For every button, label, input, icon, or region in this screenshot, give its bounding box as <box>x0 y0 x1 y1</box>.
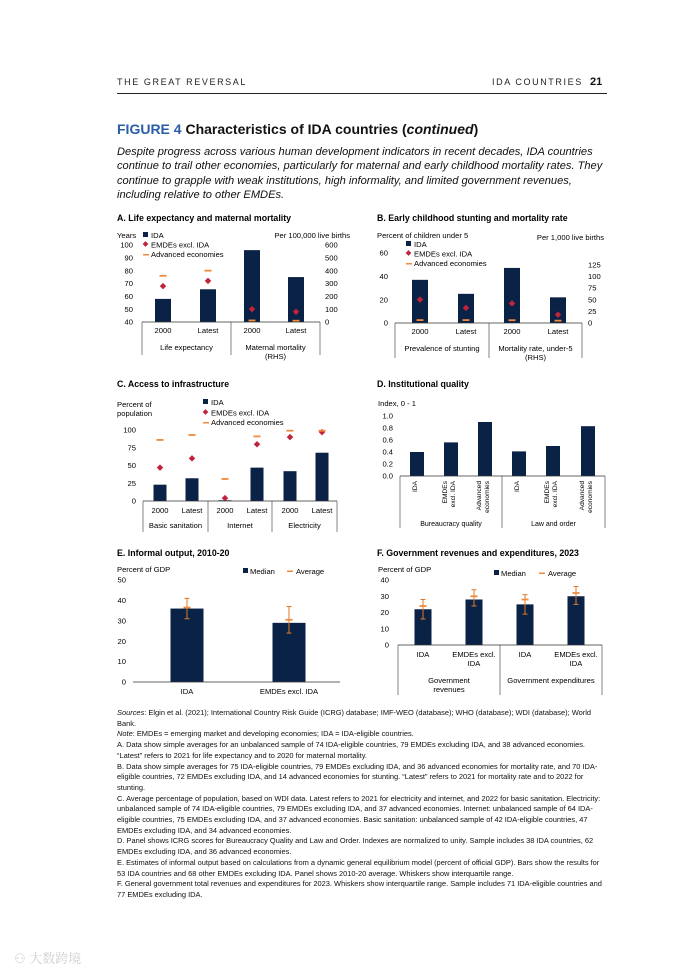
legend-average-marker <box>287 571 293 573</box>
panel-c-marks <box>154 429 329 502</box>
legend-advanced-marker <box>203 422 209 424</box>
ida-bar <box>478 422 492 476</box>
x-tick-label: EMDEs excl. IDA <box>259 687 319 696</box>
panel-f-legend <box>494 569 576 578</box>
y-tick-label: 0.8 <box>382 423 393 433</box>
panel-a-left-unit: Years <box>117 231 137 240</box>
running-header-section: IDA COUNTRIES <box>492 77 583 87</box>
y-tick-label: 400 <box>325 266 338 276</box>
figure-label: FIGURE 4 <box>117 121 182 137</box>
panel-b-right-ticks <box>588 260 601 327</box>
x-tick-label: excl. IDA <box>552 481 559 508</box>
legend-advanced: Advanced economies <box>414 259 487 268</box>
y-tick-label: 40 <box>379 271 388 281</box>
average-marker <box>471 595 478 597</box>
panel-e-ticks <box>118 576 126 687</box>
y-tick-label: 200 <box>325 291 338 301</box>
emdes-marker <box>205 278 212 285</box>
emdes-marker <box>189 455 196 462</box>
advanced-marker <box>249 320 256 322</box>
panel-f-group1-line2: revenues <box>433 685 465 694</box>
ida-bar <box>504 268 520 323</box>
legend-advanced: Advanced economies <box>151 250 224 259</box>
figure-subtitle: Despite progress across various human development indicators in recent decades, IDA countries continue to trail other economies, particularly for maternal and early childhood mortality rates. They continue to grapple with weak institutions, high informality, and limited government revenues, including relative to other EMDEs. <box>117 146 603 202</box>
legend-emdes-marker <box>406 250 412 256</box>
panel-b-left-unit: Percent of children under 5 <box>377 231 469 240</box>
y-tick-label: 0 <box>325 317 330 327</box>
legend-ida-swatch <box>406 241 411 246</box>
advanced-marker <box>222 478 229 480</box>
x-tick-label: Latest <box>285 326 307 335</box>
average-marker <box>573 592 580 594</box>
ida-bar <box>444 442 458 476</box>
notes-c: C. Average percentage of population, based on WDI data. Latest refers to 2021 for electricity and internet, and 2022 for basic sanitation. Electricity: unbalanced sample of 74 IDA-eligible countries, 79 EMDEs excluding IDA, and 37 advanced economies. Internet: unbalanced sample of 64 IDA-eligible countries, 75 EMDEs excluding IDA, and 37 advanced economies. Basic sanitation: unbalanced sample of 42 IDA-eligible countries, 47 EMDEs excluding IDA, and 34 advanced economies. <box>117 793 601 835</box>
x-tick-label: Advanced <box>579 481 586 511</box>
panel-a-group2-line2: (RHS) <box>264 352 287 361</box>
y-tick-label: 0.4 <box>382 447 393 457</box>
x-tick-label: 2000 <box>216 506 234 515</box>
ida-bar <box>316 453 329 501</box>
panel-b-right-unit: Per 1,000 live births <box>536 233 604 242</box>
emdes-marker <box>254 441 261 448</box>
x-tick-label: 2000 <box>154 326 172 335</box>
emdes-marker <box>287 434 294 441</box>
panel-c-title: C. Access to infrastructure <box>117 379 230 389</box>
ida-bar <box>550 297 566 323</box>
panel-a-marks <box>155 250 304 322</box>
y-tick-label: 75 <box>127 443 136 453</box>
advanced-marker <box>463 319 470 321</box>
panel-a-right-ticks <box>325 241 338 327</box>
legend-median: Median <box>250 567 275 576</box>
average-marker <box>522 599 529 601</box>
x-tick-label: 2000 <box>411 327 429 336</box>
x-tick-label: IDA <box>412 481 419 492</box>
advanced-marker <box>157 439 164 441</box>
y-tick-label: 30 <box>117 616 126 626</box>
ida-bar <box>155 299 171 322</box>
average-marker <box>420 605 427 607</box>
panel-d <box>377 379 605 528</box>
emdes-marker <box>157 464 164 471</box>
advanced-marker <box>189 434 196 436</box>
y-tick-label: 60 <box>379 248 388 258</box>
panel-b-legend <box>406 240 487 268</box>
y-tick-label: 10 <box>380 624 389 634</box>
y-tick-label: 40 <box>117 596 126 605</box>
ida-bar <box>186 478 199 501</box>
y-tick-label: 0 <box>121 677 126 687</box>
advanced-marker <box>287 430 294 432</box>
panel-f-ticks <box>381 576 389 650</box>
panel-c-group3: Electricity <box>288 521 321 530</box>
y-tick-label: 30 <box>380 591 389 601</box>
notes-sources-text: : Elgin et al. (2021); International Country Risk Guide (ICRG) database; IMF-WEO (database); WHO (database); WDI (database); World Bank. <box>117 708 591 728</box>
y-tick-label: 100 <box>120 240 133 250</box>
notes-a: A. Data show simple averages for an unbalanced sample of 74 IDA-eligible countries, 79 EMDEs excluding IDA, and 38 advanced economies. “Latest” refers to 2021 for life expectancy and to 2020 for maternal mortality. <box>117 740 585 760</box>
panel-d-marks <box>410 422 595 476</box>
notes-b: B. Data show simple averages for 75 IDA-eligible countries, 79 EMDEs excluding IDA, and 36 advanced economies for mortality rate, and 70 IDA-eligible countries, 72 EMDEs excluding IDA, and 14 advanced economies for stunting. “Latest” refers to 2021 for mortality rate and to 2022 for stunting. <box>117 761 598 792</box>
panel-c-categories <box>152 506 334 515</box>
page-number: 21 <box>590 76 603 88</box>
x-tick-label: 2000 <box>151 506 169 515</box>
advanced-marker <box>555 320 562 322</box>
panel-d-title: D. Institutional quality <box>377 379 469 389</box>
x-tick-label: IDA <box>416 650 430 659</box>
y-tick-label: 100 <box>325 304 338 314</box>
y-tick-label: 125 <box>588 260 601 270</box>
legend-ida-swatch <box>203 399 208 404</box>
legend-ida: IDA <box>414 240 427 249</box>
legend-median-swatch <box>243 568 248 573</box>
panel-c-group1: Basic sanitation <box>148 521 203 530</box>
x-tick-label: economies <box>587 481 594 513</box>
y-tick-label: 0 <box>588 318 593 328</box>
legend-ida-swatch <box>143 232 148 237</box>
panel-d-group1: Bureaucracy quality <box>420 521 482 528</box>
ida-bar <box>288 277 304 322</box>
x-tick-label: IDA <box>518 650 532 659</box>
y-tick-label: 0 <box>131 496 136 506</box>
figure-title-text: Characteristics of IDA countries ( <box>181 121 407 137</box>
y-tick-label: 0 <box>383 318 388 328</box>
ida-bar <box>154 485 167 501</box>
y-tick-label: 0 <box>384 640 389 650</box>
watermark: ⚇ 大数跨境 <box>14 951 82 966</box>
legend-advanced-marker <box>406 263 412 265</box>
notes-sources-label: Sources <box>117 708 145 717</box>
watermark-text: 大数跨境 <box>29 951 82 966</box>
advanced-marker <box>205 270 212 272</box>
legend-emdes-marker <box>143 241 149 247</box>
y-tick-label: 75 <box>588 283 597 293</box>
legend-advanced-marker <box>143 254 149 256</box>
x-tick-label: 2000 <box>503 327 521 336</box>
notes-note-text: : EMDEs = emerging market and developing economies; IDA = IDA-eligible countries. <box>132 729 414 739</box>
ida-bar <box>410 452 424 476</box>
legend-emdes: EMDEs excl. IDA <box>414 249 473 259</box>
panel-b <box>377 213 604 362</box>
y-tick-label: 25 <box>127 478 136 488</box>
y-tick-label: 0.0 <box>382 471 393 481</box>
panel-d-ticks <box>382 412 393 481</box>
y-tick-label: 40 <box>380 575 389 585</box>
advanced-marker <box>417 319 424 321</box>
y-tick-label: 70 <box>124 279 133 289</box>
panel-e-marks <box>171 598 306 682</box>
panel-a-group2-line1: Maternal mortality <box>245 343 306 352</box>
figure-title-end: ) <box>473 121 479 137</box>
panel-e-title: E. Informal output, 2010-20 <box>117 548 230 558</box>
panel-a-left-ticks <box>120 241 133 327</box>
y-tick-label: 100 <box>123 425 136 435</box>
panel-f-categories <box>417 650 598 668</box>
panel-b-categories <box>412 327 570 336</box>
figure-title-italic: continued <box>406 121 474 137</box>
notes-note-label: Note <box>117 729 133 739</box>
panel-a-group1: Life expectancy <box>160 343 213 352</box>
legend-median: Median <box>501 569 526 578</box>
ida-bar <box>546 446 560 476</box>
y-tick-label: 25 <box>588 306 597 316</box>
panel-c-unit-line1: Percent of <box>117 400 152 409</box>
y-tick-label: 20 <box>379 295 388 305</box>
panel-c <box>117 379 337 532</box>
y-tick-label: 80 <box>124 266 133 276</box>
legend-ida: IDA <box>211 398 224 407</box>
x-tick-label: EMDEs <box>442 481 449 504</box>
y-tick-label: 10 <box>117 657 126 667</box>
notes-e: E. Estimates of informal output based on calculations from a dynamic general equilibrium model (percent of official GDP). Bars show the results for 53 IDA countries and 68 other EMDEs excluding IDA. Panel shows 2010-20 average. Whiskers show interquartile range. <box>117 857 600 878</box>
ida-bar <box>512 451 526 476</box>
panel-c-legend <box>203 398 284 427</box>
panel-e-legend <box>243 567 324 576</box>
panel-b-group2-line2: (RHS) <box>524 353 547 362</box>
panel-b-group1: Prevalence of stunting <box>404 344 480 353</box>
y-tick-label: 100 <box>588 271 601 281</box>
median-bar <box>171 609 204 682</box>
panel-c-group2: Internet <box>227 521 253 530</box>
panel-f <box>377 548 602 695</box>
panel-d-unit: Index, 0 - 1 <box>378 399 416 408</box>
legend-average: Average <box>548 569 577 578</box>
legend-emdes: EMDEs excl. IDA <box>151 240 210 250</box>
notes-f: F. General government total revenues and expenditures for 2023. Whiskers show interquartile range. Sample includes 71 IDA-eligible countries and 77 EMDEs excluding IDA. <box>117 879 602 899</box>
panel-c-ticks <box>123 426 136 506</box>
advanced-marker <box>254 435 261 437</box>
advanced-marker <box>293 320 300 322</box>
legend-median-swatch <box>494 570 499 575</box>
y-tick-label: 0.2 <box>382 459 393 469</box>
panel-a-title: A. Life expectancy and maternal mortality <box>117 213 292 223</box>
x-tick-label: Latest <box>181 506 203 515</box>
advanced-marker <box>509 319 516 321</box>
y-tick-label: 20 <box>380 608 389 618</box>
x-tick-label: Latest <box>311 506 333 515</box>
legend-ida: IDA <box>151 231 164 240</box>
panel-b-marks <box>412 268 566 323</box>
figure-notes <box>117 708 609 901</box>
notes-sources <box>117 708 609 729</box>
advanced-marker <box>319 430 326 432</box>
legend-average-marker <box>539 573 545 575</box>
y-tick-label: 600 <box>325 240 338 250</box>
legend-advanced: Advanced economies <box>211 418 284 427</box>
emdes-marker <box>160 283 167 290</box>
panel-a-legend <box>143 231 224 259</box>
panel-b-left-ticks <box>380 249 388 328</box>
panel-e-categories <box>181 687 319 696</box>
x-tick-label: economies <box>484 481 491 513</box>
x-tick-label: IDA <box>569 659 583 668</box>
panel-f-group1-line1: Government <box>428 676 470 685</box>
x-tick-label: excl. IDA <box>450 481 457 508</box>
x-tick-label: Latest <box>455 327 477 336</box>
y-tick-label: 50 <box>124 304 133 314</box>
panel-d-group2: Law and order <box>531 521 576 528</box>
x-tick-label: EMDEs <box>544 481 551 504</box>
panel-a-right-unit: Per 100,000 live births <box>274 231 350 240</box>
x-tick-label: EMDEs excl. <box>554 650 598 659</box>
x-tick-label: Latest <box>246 506 268 515</box>
y-tick-label: 500 <box>325 253 338 263</box>
x-tick-label: Latest <box>547 327 569 336</box>
x-tick-label: Latest <box>197 326 219 335</box>
y-tick-label: 60 <box>124 291 133 301</box>
legend-emdes-marker <box>203 409 209 415</box>
panel-b-title: B. Early childhood stunting and mortality rate <box>377 213 568 223</box>
panel-b-group2-line1: Mortality rate, under-5 <box>498 344 573 353</box>
y-tick-label: 1.0 <box>382 411 393 421</box>
ida-bar <box>200 289 216 322</box>
ida-bar <box>284 471 297 501</box>
ida-bar <box>251 468 264 501</box>
y-tick-label: 50 <box>117 575 126 585</box>
y-tick-label: 50 <box>588 295 597 305</box>
panel-f-title: F. Government revenues and expenditures, 2023 <box>377 548 579 558</box>
legend-emdes: EMDEs excl. IDA <box>211 408 270 418</box>
panel-e-unit: Percent of GDP <box>117 565 171 574</box>
panel-c-unit-line2: population <box>117 409 153 418</box>
x-tick-label: Advanced <box>476 481 483 511</box>
advanced-marker <box>160 275 167 277</box>
running-header-title: THE GREAT REVERSAL <box>117 77 247 87</box>
average-marker <box>184 607 191 609</box>
y-tick-label: 300 <box>325 279 338 289</box>
y-tick-label: 0.6 <box>382 435 393 445</box>
panel-f-unit: Percent of GDP <box>378 565 432 574</box>
panel-f-group2: Government expenditures <box>507 676 595 685</box>
notes-note <box>117 729 609 740</box>
panel-a <box>117 213 350 361</box>
x-tick-label: IDA <box>514 481 521 492</box>
legend-average: Average <box>296 567 325 576</box>
ida-bar <box>581 426 595 476</box>
notes-d: D. Panel shows ICRG scores for Bureaucracy Quality and Law and Order. Indexes are normalized to unity. Sample includes 38 IDA countries, 62 EMDEs excluding IDA, and 36 advanced economies. <box>117 836 594 857</box>
panel-d-categories <box>412 480 594 513</box>
panel-f-marks <box>415 587 585 646</box>
y-tick-label: 20 <box>117 636 126 646</box>
y-tick-label: 50 <box>127 461 136 471</box>
y-tick-label: 90 <box>124 253 133 263</box>
panel-e <box>117 548 340 696</box>
x-tick-label: 2000 <box>243 326 261 335</box>
x-tick-label: IDA <box>180 687 194 696</box>
average-marker <box>286 619 293 621</box>
y-tick-label: 40 <box>124 317 133 327</box>
x-tick-label: IDA <box>467 659 481 668</box>
x-tick-label: 2000 <box>281 506 299 515</box>
x-tick-label: EMDEs excl. <box>452 650 496 659</box>
